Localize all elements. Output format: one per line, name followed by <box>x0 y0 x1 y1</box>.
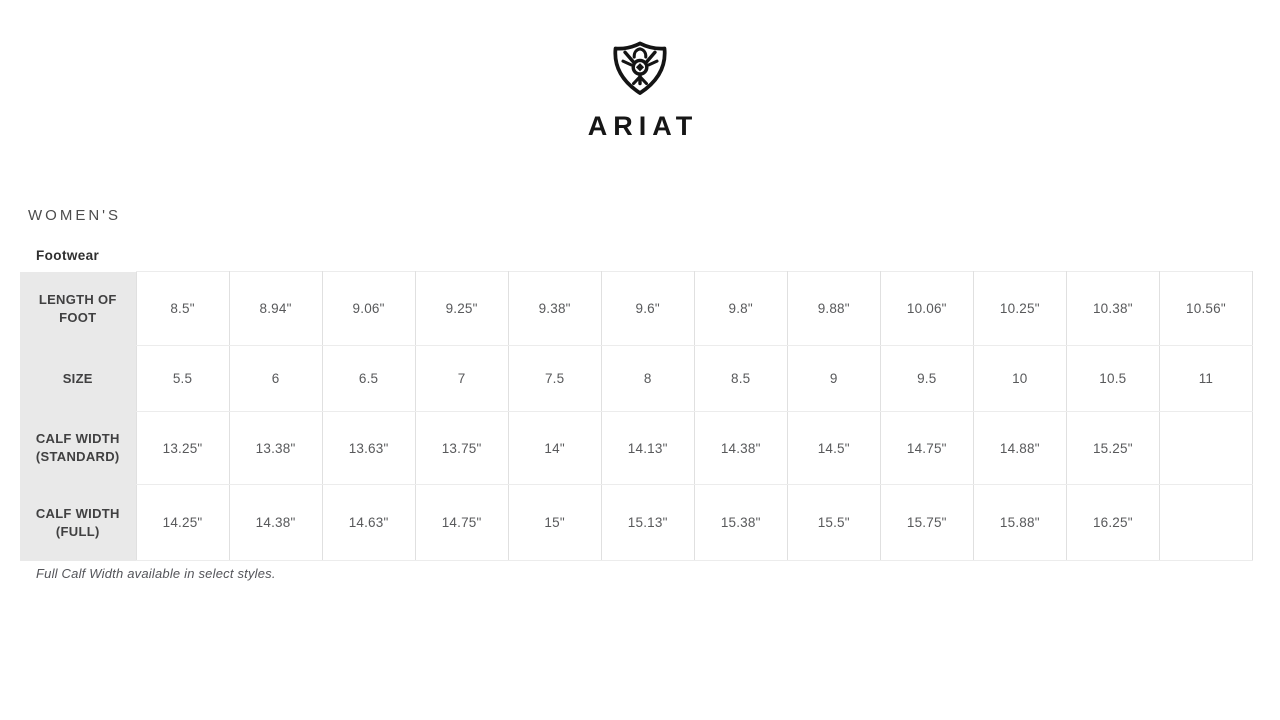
size-cell: 8.5 <box>694 346 787 412</box>
size-cell: 14.88" <box>973 412 1066 485</box>
size-cell: 5.5 <box>136 346 229 412</box>
size-cell: 10.56" <box>1159 272 1252 346</box>
size-cell: 8 <box>601 346 694 412</box>
row-label: CALF WIDTH (FULL) <box>20 485 136 561</box>
size-cell: 15" <box>508 485 601 561</box>
size-cell: 14.75" <box>415 485 508 561</box>
size-cell: 9.8" <box>694 272 787 346</box>
size-cell: 13.63" <box>322 412 415 485</box>
size-cell: 14.75" <box>880 412 973 485</box>
size-cell: 9.38" <box>508 272 601 346</box>
size-cell: 8.5" <box>136 272 229 346</box>
size-cell: 14" <box>508 412 601 485</box>
table-row <box>20 412 1253 485</box>
size-cell: 14.38" <box>229 485 322 561</box>
ariat-shield-logo <box>606 40 674 104</box>
size-table-body <box>20 272 1253 561</box>
size-cell: 14.5" <box>787 412 880 485</box>
table-row <box>20 485 1253 561</box>
size-cell: 13.25" <box>136 412 229 485</box>
category-title: Footwear <box>36 248 100 263</box>
size-cell: 10.38" <box>1066 272 1159 346</box>
size-cell: 15.88" <box>973 485 1066 561</box>
size-cell <box>1159 485 1252 561</box>
size-cell: 10 <box>973 346 1066 412</box>
size-cell: 7.5 <box>508 346 601 412</box>
brand-header <box>0 40 1280 142</box>
row-label: CALF WIDTH (STANDARD) <box>20 412 136 485</box>
size-cell: 13.75" <box>415 412 508 485</box>
size-cell: 7 <box>415 346 508 412</box>
size-cell: 16.25" <box>1066 485 1159 561</box>
footnote: Full Calf Width available in select styles. <box>36 566 276 581</box>
size-cell: 6 <box>229 346 322 412</box>
size-cell: 13.38" <box>229 412 322 485</box>
size-cell: 15.5" <box>787 485 880 561</box>
size-cell: 9.88" <box>787 272 880 346</box>
brand-wordmark: ARIAT <box>587 111 699 141</box>
section-title: WOMEN'S <box>28 207 122 224</box>
size-table <box>20 271 1253 561</box>
size-cell: 11 <box>1159 346 1252 412</box>
size-cell: 9.25" <box>415 272 508 346</box>
size-cell: 15.25" <box>1066 412 1159 485</box>
size-cell: 14.13" <box>601 412 694 485</box>
size-cell: 15.75" <box>880 485 973 561</box>
size-cell <box>1159 412 1252 485</box>
size-cell: 10.5 <box>1066 346 1159 412</box>
size-cell: 15.38" <box>694 485 787 561</box>
size-cell: 6.5 <box>322 346 415 412</box>
size-cell: 8.94" <box>229 272 322 346</box>
size-cell: 14.38" <box>694 412 787 485</box>
size-cell: 15.13" <box>601 485 694 561</box>
size-cell: 9.06" <box>322 272 415 346</box>
size-cell: 10.06" <box>880 272 973 346</box>
size-cell: 14.63" <box>322 485 415 561</box>
size-cell: 10.25" <box>973 272 1066 346</box>
size-cell: 9 <box>787 346 880 412</box>
row-label: SIZE <box>20 346 136 412</box>
size-cell: 14.25" <box>136 485 229 561</box>
size-cell: 9.6" <box>601 272 694 346</box>
size-cell: 9.5 <box>880 346 973 412</box>
table-row <box>20 346 1253 412</box>
row-label: LENGTH OF FOOT <box>20 272 136 346</box>
table-row <box>20 272 1253 346</box>
